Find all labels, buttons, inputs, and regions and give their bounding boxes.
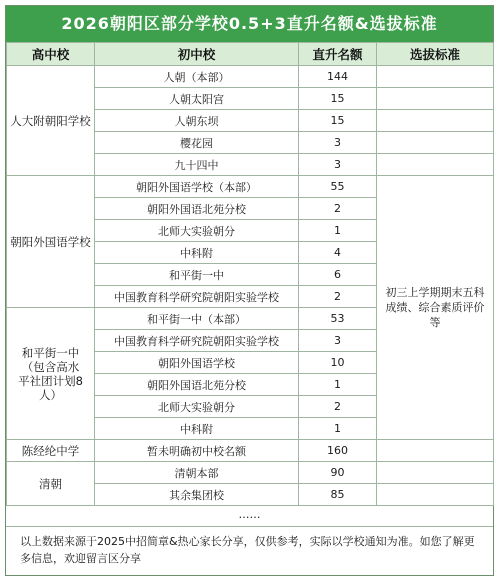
quota-cell: 144 [299, 66, 377, 88]
table-row [7, 462, 494, 484]
criteria-cell [377, 440, 494, 462]
quota-cell: 4 [299, 242, 377, 264]
header-criteria: 选拔标准 [377, 43, 494, 66]
quota-cell: 15 [299, 110, 377, 132]
criteria-cell [377, 154, 494, 176]
middle-school-cell: 其余集团校 [95, 484, 299, 506]
quota-cell: 160 [299, 440, 377, 462]
criteria-cell [377, 110, 494, 132]
middle-school-cell: 北师大实验朝分 [95, 396, 299, 418]
page-title: 2026朝阳区部分学校0.5+3直升名额&选拔标准 [6, 6, 493, 42]
middle-school-cell: 中科附 [95, 242, 299, 264]
middle-school-cell: 朝阳外国语北苑分校 [95, 374, 299, 396]
table-header-row [7, 43, 494, 66]
admission-table-card [5, 5, 494, 576]
quota-table [6, 42, 494, 506]
middle-school-cell: 和平街一中 [95, 264, 299, 286]
high-school-cell: 陈经纶中学 [7, 440, 95, 462]
quota-cell: 55 [299, 176, 377, 198]
criteria-cell [377, 66, 494, 88]
criteria-cell [377, 462, 494, 484]
high-school-cell: 人大附朝阳学校 [7, 66, 95, 176]
middle-school-cell: 人朝太阳宫 [95, 88, 299, 110]
high-school-cell: 清朝 [7, 462, 95, 506]
quota-cell: 2 [299, 198, 377, 220]
quota-cell: 10 [299, 352, 377, 374]
quota-cell: 2 [299, 286, 377, 308]
quota-cell: 3 [299, 154, 377, 176]
middle-school-cell: 樱花园 [95, 132, 299, 154]
middle-school-cell: 暂未明确初中校名额 [95, 440, 299, 462]
middle-school-cell: 和平街一中（本部） [95, 308, 299, 330]
middle-school-cell: 朝阳外国语学校（本部） [95, 176, 299, 198]
middle-school-cell: 中国教育科学研究院朝阳实验学校 [95, 330, 299, 352]
quota-cell: 3 [299, 132, 377, 154]
quota-cell: 53 [299, 308, 377, 330]
table-row [7, 440, 494, 462]
middle-school-cell: 中国教育科学研究院朝阳实验学校 [95, 286, 299, 308]
footer-ellipsis: …… [6, 506, 493, 527]
table-row [7, 66, 494, 88]
quota-cell: 1 [299, 418, 377, 440]
middle-school-cell: 清朝本部 [95, 462, 299, 484]
criteria-cell [377, 132, 494, 154]
criteria-cell [377, 88, 494, 110]
table-row [7, 176, 494, 198]
high-school-cell: 朝阳外国语学校 [7, 176, 95, 308]
middle-school-cell: 人朝东坝 [95, 110, 299, 132]
quota-cell: 90 [299, 462, 377, 484]
middle-school-cell: 朝阳外国语北苑分校 [95, 198, 299, 220]
header-high-school: 高中校 [7, 43, 95, 66]
quota-cell: 1 [299, 220, 377, 242]
middle-school-cell: 中科附 [95, 418, 299, 440]
quota-cell: 3 [299, 330, 377, 352]
middle-school-cell: 北师大实验朝分 [95, 220, 299, 242]
header-quota: 直升名额 [299, 43, 377, 66]
criteria-cell: 初三上学期期末五科成绩、综合素质评价等 [377, 176, 494, 440]
quota-cell: 1 [299, 374, 377, 396]
criteria-cell [377, 484, 494, 506]
quota-cell: 15 [299, 88, 377, 110]
middle-school-cell: 九十四中 [95, 154, 299, 176]
header-middle-school: 初中校 [95, 43, 299, 66]
quota-cell: 85 [299, 484, 377, 506]
footer-note: 以上数据来源于2025中招简章&热心家长分享，仅供参考，实际以学校通知为准。如您了解更多信息，欢迎留言区分享 [20, 535, 475, 565]
middle-school-cell: 朝阳外国语学校 [95, 352, 299, 374]
quota-cell: 6 [299, 264, 377, 286]
middle-school-cell: 人朝（本部） [95, 66, 299, 88]
quota-cell: 2 [299, 396, 377, 418]
high-school-cell: 和平街一中（包含高水平社团计划8人） [7, 308, 95, 440]
